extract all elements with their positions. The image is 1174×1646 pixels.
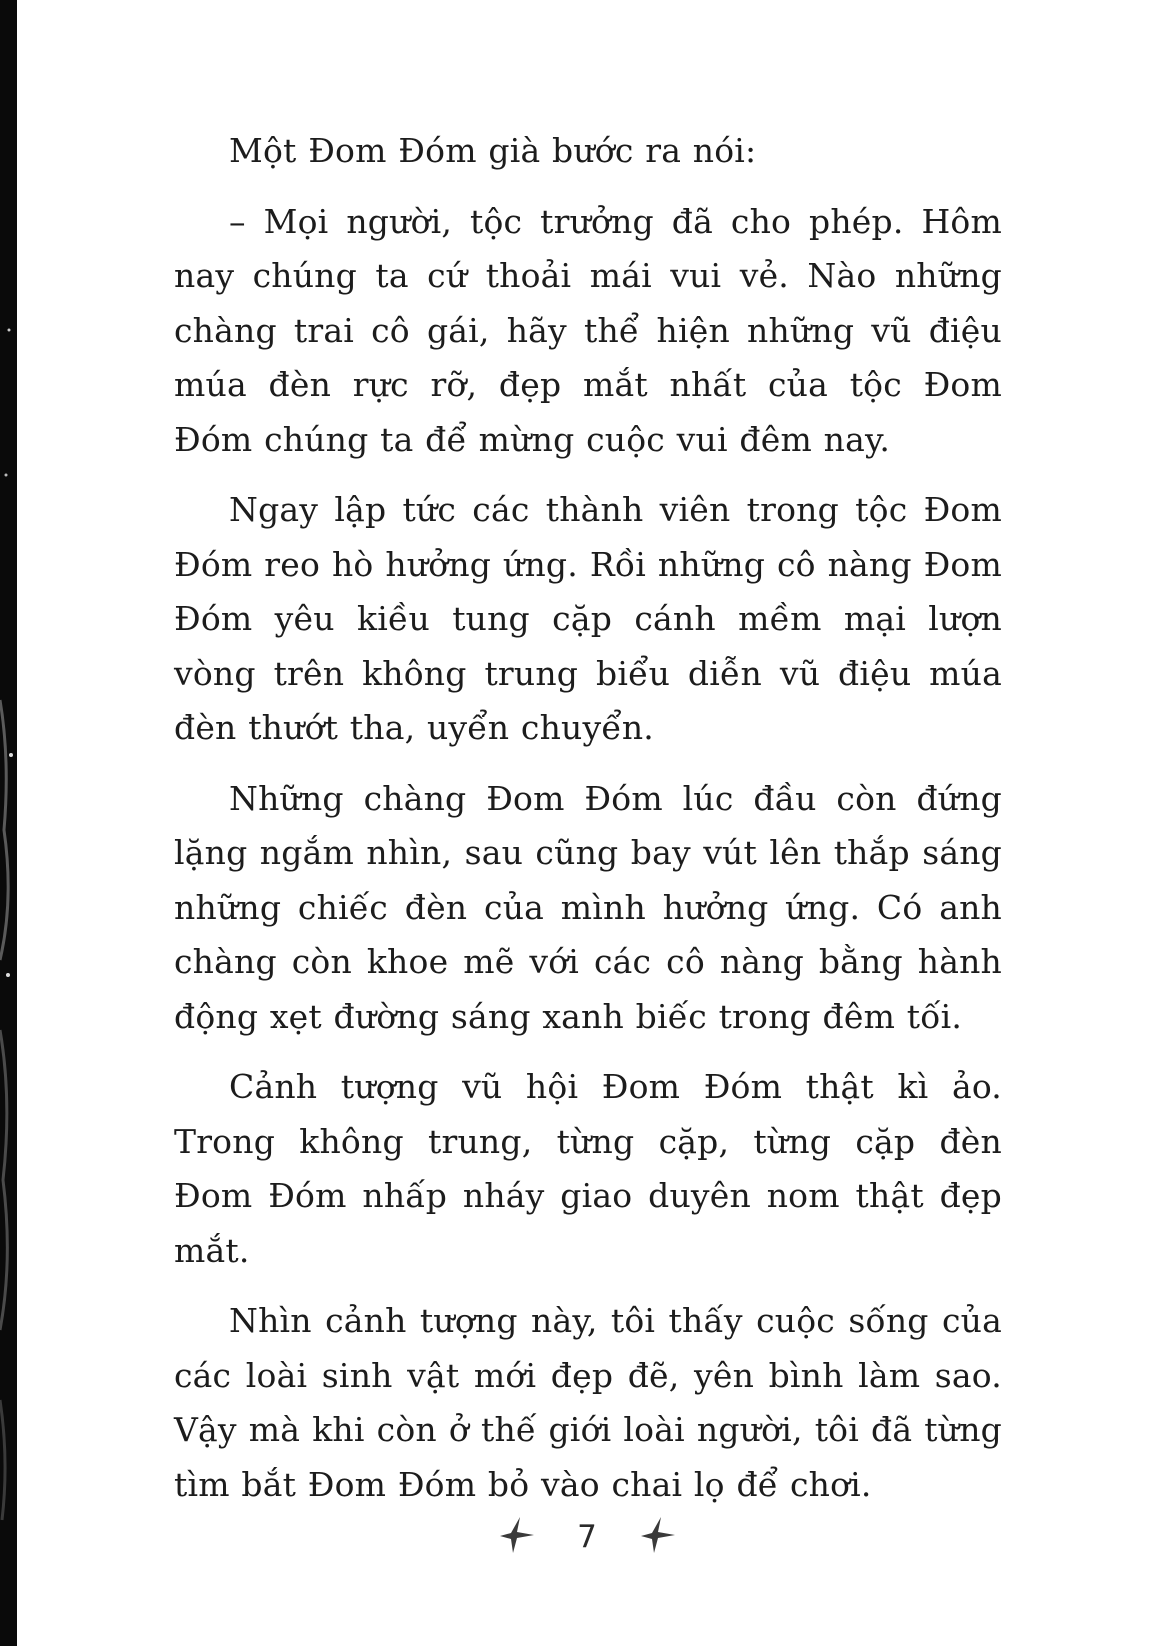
paragraph: Ngay lập tức các thành viên trong tộc Đom Đóm reo hò hưởng ứng. Rồi những cô nàng Đom Đóm yêu kiều tung cặp cánh mềm mại lượn vòng trên không trung biểu diễn vũ điệu múa đèn thướt tha, uyển chuyển. xyxy=(174,490,1002,747)
paragraph: Những chàng Đom Đóm lúc đầu còn đứng lặng ngắm nhìn, sau cũng bay vút lên thắp sáng những chiếc đèn của mình hưởng ứng. Có anh chàng còn khoe mẽ với các cô nàng bằng hành động xẹt đường sáng xanh biếc trong đêm tối. xyxy=(174,778,1002,1036)
star-icon xyxy=(498,1515,536,1559)
star-icon xyxy=(639,1515,677,1559)
paragraph: – Mọi người, tộc trưởng đã cho phép. Hôm nay chúng ta cứ thoải mái vui vẻ. Nào những chàng trai cô gái, hãy thể hiện những vũ điệu múa đèn rực rỡ, đẹp mắt nhất của tộc Đom Đóm chúng ta để mừng cuộc vui đêm nay. xyxy=(174,201,1002,459)
page-footer xyxy=(0,1515,1174,1575)
body-text xyxy=(174,124,1002,1528)
page-number: 7 xyxy=(577,1519,597,1555)
paragraph: Một Đom Đóm già bước ra nói: xyxy=(229,131,757,170)
paragraph: Cảnh tượng vũ hội Đom Đóm thật kì ảo. Trong không trung, từng cặp, từng cặp đèn Đom Đóm nhấp nháy giao duyên nom thật đẹp mắt. xyxy=(174,1067,1002,1270)
left-edge-decoration xyxy=(0,0,17,1646)
paragraph: Nhìn cảnh tượng này, tôi thấy cuộc sống của các loài sinh vật mới đẹp đẽ, yên bình làm sao. Vậy mà khi còn ở thế giới loài người, tôi đã từng tìm bắt Đom Đóm bỏ vào chai lọ để chơi. xyxy=(174,1301,1002,1504)
